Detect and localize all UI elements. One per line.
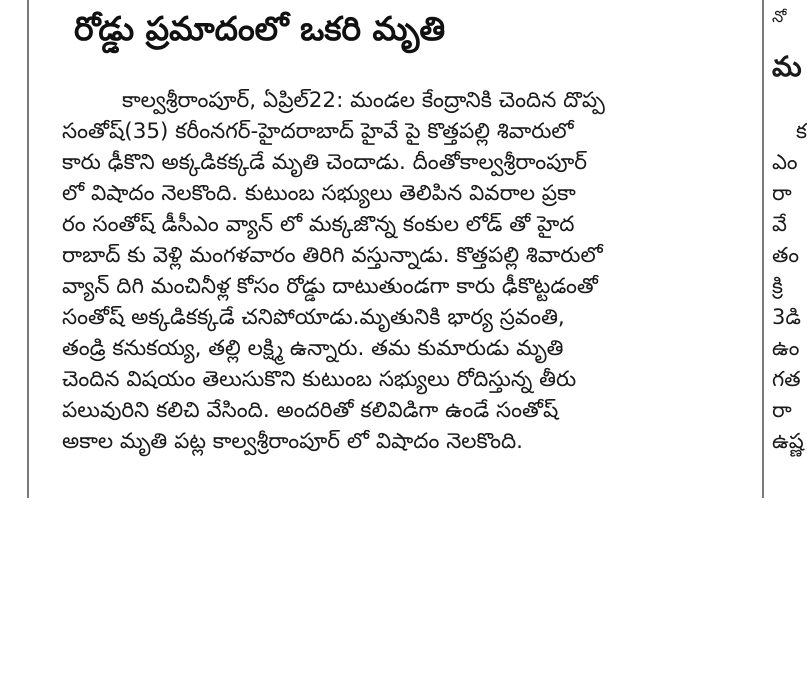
article-body-line: రాబాద్ కు వెళ్లి మంగళవారం తిరిగి వస్తున్నాడు. కొత్తపల్లి శివారులో [62, 243, 603, 268]
adjacent-line-fragment: 3డి [772, 305, 801, 329]
article-body-line: కారు ఢీకొని అక్కడికక్కడే మృతి చెందాడు. దీంతోకాల్వశ్రీరాంపూర్ [62, 150, 588, 175]
adjacent-line-fragment: గత [772, 367, 801, 391]
adjacent-line-fragment: ఉం [772, 336, 800, 360]
article-body-line: అకాల మృతి పట్ల కాల్వశ్రీరాంపూర్ లో విషాదం నెలకొంది. [62, 429, 524, 454]
adjacent-line-fragment: రా [772, 181, 792, 205]
adjacent-line-fragment: ఉష్ణ [772, 429, 804, 453]
adjacent-line-fragment: క్రి [772, 274, 783, 298]
article-body-line: రం సంతోష్ డీసీఎం వ్యాన్ లో మక్కజొన్న కంకుల లోడ్ తో హైద [62, 212, 575, 237]
adjacent-top-fragment: నో [772, 7, 787, 26]
adjacent-headline-fragment: మ [772, 50, 802, 83]
article-body-line: కాల్వశ్రీరాంపూర్, ఏప్రిల్22: మండల కేంద్రానికి చెందిన దొప్ప [122, 88, 605, 113]
adjacent-line-fragment: ఎం [772, 150, 798, 174]
article-body-line: చెందిన విషయం తెలుసుకొని కుటుంబ సభ్యులు రోదిస్తున్న తీరు [62, 367, 577, 392]
adjacent-line-fragment: తం [772, 243, 799, 267]
adjacent-line-fragment: రా [772, 398, 792, 422]
adjacent-line-fragment: క [796, 119, 807, 143]
article-body-line: తండ్రి కనుకయ్య, తల్లి లక్ష్మి ఉన్నారు. తమ కుమారుడు మృతి [62, 336, 564, 361]
article-body-line: సంతోష్(35) కరీంనగర్-హైదరాబాద్ హైవే పై కొత్తపల్లి శివారులో [62, 119, 574, 144]
article-body-line: లో విషాదం నెలకొంది. కుటుంబ సభ్యులు తెలిపిన వివరాల ప్రకా [62, 181, 576, 206]
article-body-line: సంతోష్ అక్కడికక్కడే చనిపోయాడు.మృతునికి భార్య స్రవంతి, [62, 305, 565, 330]
article-body-line: వ్యాన్ దిగి మంచినీళ్ల కోసం రోడ్డు దాటుతుండగా కారు ఢీకొట్టడంతో [62, 274, 598, 299]
column-divider-left [27, 0, 29, 498]
adjacent-article-fragment [768, 0, 807, 498]
article-body-line: పలువురిని కలిచి వేసింది. అందరితో కలివిడిగా ఉండే సంతోష్ [62, 398, 559, 423]
adjacent-line-fragment: వే [772, 212, 787, 236]
column-divider-right [762, 0, 764, 498]
article-headline: రోడ్డు ప్రమాదంలో ఒకరి మృతి [74, 9, 446, 48]
